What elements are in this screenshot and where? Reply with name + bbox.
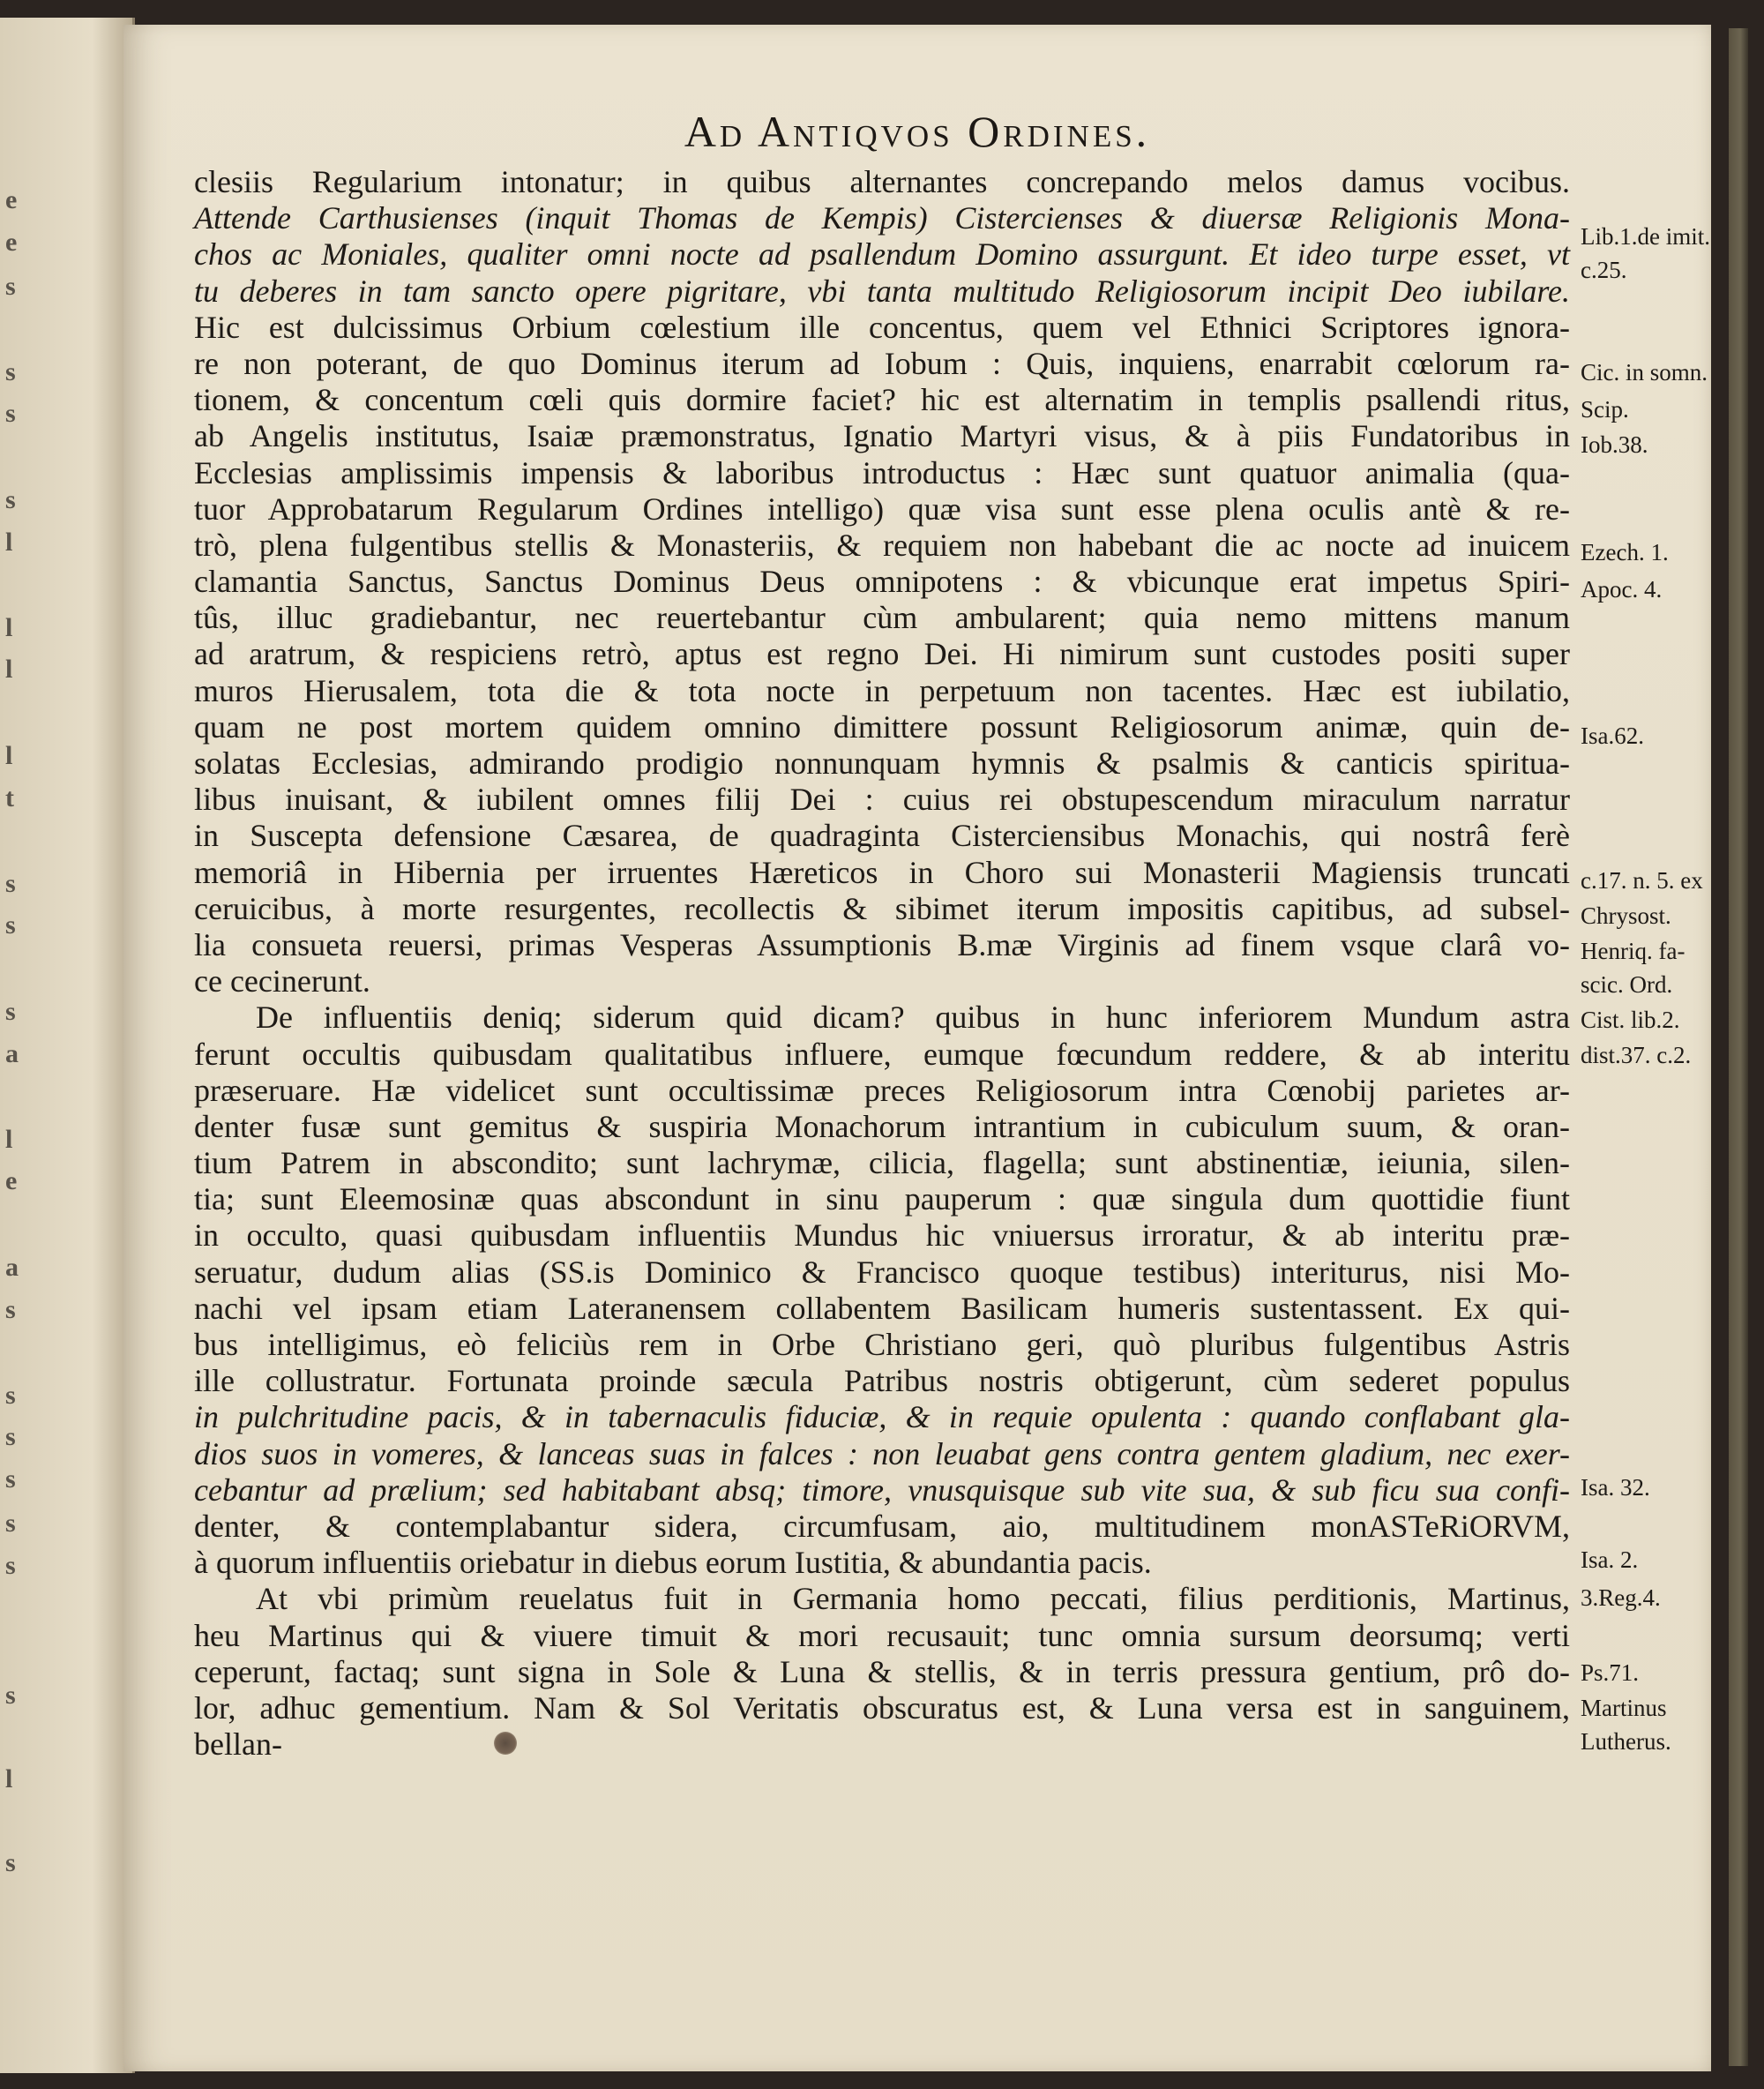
margin-note: Ps.71. xyxy=(1581,1659,1640,1686)
margin-note: Lutherus. xyxy=(1581,1728,1671,1755)
facing-page-letter: s xyxy=(5,910,16,940)
text-line: muros Hierusalem, tota die & tota nocte in perpetuum non tacentes. Hæc est iubilatio, xyxy=(194,672,1570,708)
text-line: bus intelligimus, eò feliciùs rem in Orbe Christiano geri, quò pluribus fulgentibus Astris xyxy=(194,1327,1570,1362)
text-line: ceperunt, factaq; sunt signa in Sole & Luna & stellis, & in terris pressura gentium, prô do- xyxy=(194,1653,1570,1689)
facing-page-letter: s xyxy=(5,1381,16,1410)
text-line: trò, plena fulgentibus stellis & Monasteriis, & requiem non habebant die ac nocte ad inuicem xyxy=(194,527,1570,563)
facing-page-letter: s xyxy=(5,1509,16,1538)
facing-page-letter: s xyxy=(5,997,16,1026)
margin-note: Lib.1.de imit. xyxy=(1581,223,1710,250)
text-line: præseruare. Hæ videlicet sunt occultissimæ preces Religiosorum intra Cœnobij parietes ar- xyxy=(194,1072,1570,1108)
text-line: Ecclesias amplissimis impensis & laboribus introductus : Hæc sunt quatuor animalia (qua- xyxy=(194,454,1570,490)
margin-note: Iob.38. xyxy=(1581,431,1648,458)
text-line: in Suscepta defensione Cæsarea, de quadraginta Cisterciensibus Monachis, qui nostrâ ferè xyxy=(194,818,1570,854)
text-line: Hic est dulcissimus Orbium cœlestium ille concentus, quem vel Ethnici Scriptores ignora- xyxy=(194,309,1570,345)
margin-note: Scip. xyxy=(1581,396,1629,423)
facing-page-letter: s xyxy=(5,399,16,428)
facing-page xyxy=(0,18,135,2073)
text-line: tu deberes in tam sancto opere pigritare, vbi tanta multitudo Religiosorum incipit Deo iubilare. xyxy=(194,273,1570,309)
text-line: tium Patrem in abscondito; sunt lachrymæ, cilicia, flagella; sunt abstinentiæ, ieiunia, silen- xyxy=(194,1145,1570,1181)
facing-page-letter: s xyxy=(5,1422,16,1451)
text-line: re non poterant, de quo Dominus iterum ad Iobum : Quis, inquiens, enarrabit cœlorum ra- xyxy=(194,345,1570,381)
book-page xyxy=(123,25,1711,2071)
text-line: De influentiis deniq; siderum quid dicam? quibus in hunc inferiorem Mundum astra xyxy=(256,1000,1570,1036)
margin-note: c.25. xyxy=(1581,257,1627,283)
facing-page-letter: s xyxy=(5,1551,16,1580)
margin-note: Ezech. 1. xyxy=(1581,539,1669,565)
facing-page-letter: l xyxy=(5,1125,13,1154)
facing-page-letter: s xyxy=(5,1295,16,1324)
text-line: nachi vel ipsam etiam Lateranensem collabentem Basilicam humeris sustentassent. Ex qui- xyxy=(194,1290,1570,1326)
text-line: in pulchritudine pacis, & in tabernaculis fiduciæ, & in requie opulenta : quando conflabant gla- xyxy=(194,1399,1570,1435)
margin-note: Isa. 2. xyxy=(1581,1546,1639,1573)
text-line: heu Martinus qui & viuere timuit & mori recusauit; tunc omnia sursum deorsumq; verti xyxy=(194,1617,1570,1653)
text-line: quam ne post mortem quidem omnino dimittere possunt Religiosorum animæ, quin de- xyxy=(194,708,1570,745)
running-header: Ad Antiqvos Ordines. xyxy=(684,107,1151,156)
facing-page-letter: e xyxy=(5,185,18,214)
facing-page-letter: s xyxy=(5,869,16,898)
margin-note: Apoc. 4. xyxy=(1581,576,1663,603)
margin-note: 3.Reg.4. xyxy=(1581,1584,1661,1611)
ink-smudge xyxy=(494,1732,517,1755)
text-line: lia consueta reuersi, primas Vesperas Assumptionis B.mæ Virginis ad finem vsque clarâ vo- xyxy=(194,926,1570,962)
facing-page-letter: a xyxy=(5,1253,19,1282)
text-line: ab Angelis institutus, Isaiæ præmonstratus, Ignatio Martyri visus, & à piis Fundatoribus in xyxy=(194,418,1570,454)
facing-page-letter: s xyxy=(5,357,16,386)
text-line: ferunt occultis quibusdam qualitatibus influere, eumque fœcundum reddere, & ab interitu xyxy=(194,1036,1570,1072)
margin-note: Isa. 32. xyxy=(1581,1474,1650,1501)
text-line: chos ac Moniales, qualiter omni nocte ad psallendum Domino assurgunt. Et ideo turpe esset, vt xyxy=(194,236,1570,273)
facing-page-letter: a xyxy=(5,1039,19,1068)
text-line: denter fusæ sunt gemitus & suspiria Monachorum intrantium in cubiculum suum, & oran- xyxy=(194,1108,1570,1144)
facing-page-letter: e xyxy=(5,228,18,257)
text-line: tia; sunt Eleemosinæ quas abscondunt in sinu pauperum : quæ singula dum quottidie fiunt xyxy=(194,1181,1570,1217)
facing-page-letter: l xyxy=(5,613,13,642)
text-line: denter, & contemplabantur sidera, circumfusam, aio, multitudinem monASTeRiORVM, xyxy=(194,1508,1570,1544)
facing-page-letter: s xyxy=(5,272,16,301)
facing-page-letter: t xyxy=(5,783,14,812)
text-line: Attende Carthusienses (inquit Thomas de Kempis) Cistercienses & diuersæ Religionis Mona- xyxy=(194,200,1570,236)
margin-note: c.17. n. 5. ex xyxy=(1581,867,1703,894)
facing-page-letter: e xyxy=(5,1166,18,1195)
margin-note: dist.37. c.2. xyxy=(1581,1042,1692,1068)
facing-page-letter: l xyxy=(5,655,13,684)
facing-page-letter: l xyxy=(5,741,13,770)
facing-page-letter: l xyxy=(5,1764,13,1793)
text-line: à quorum influentiis oriebatur in diebus eorum Iustitia, & abundantia pacis. xyxy=(194,1545,1152,1581)
margin-note: scic. Ord. xyxy=(1581,971,1673,998)
facing-page-letter: s xyxy=(5,1464,16,1494)
page-edge xyxy=(1729,28,1748,2066)
text-line: tuor Approbatarum Regularum Ordines intelligo) quæ visa sunt esse plena oculis antè & re- xyxy=(194,490,1570,527)
margin-note: Henriq. fa- xyxy=(1581,938,1686,964)
facing-page-letter: s xyxy=(5,1848,16,1877)
text-line: ceruicibus, à morte resurgentes, recollectis & sibimet iterum impositis capitibus, ad subsel- xyxy=(194,890,1570,926)
facing-page-letter: s xyxy=(5,1681,16,1710)
catchword: bellan- xyxy=(194,1726,282,1763)
text-line: At vbi primùm reuelatus fuit in Germania homo peccati, filius perditionis, Martinus, xyxy=(256,1581,1570,1617)
text-line: ille collustratur. Fortunata proinde sæcula Patribus nostris obtigerunt, cùm sederet populus xyxy=(194,1363,1570,1399)
text-line: tûs, illuc gradiebantur, nec reuertebantur cùm ambularent; quia nemo mittens manum xyxy=(194,600,1570,636)
text-line: seruatur, dudum alias (SS.is Dominico & Francisco quoque testibus) interiturus, nisi Mo- xyxy=(194,1254,1570,1290)
text-line: clesiis Regularium intonatur; in quibus alternantes concrepando melos damus vocibus. xyxy=(194,164,1570,199)
text-line: memoriâ in Hibernia per irruentes Hæreticos in Choro sui Monasterii Magiensis truncati xyxy=(194,854,1570,890)
margin-note: Cist. lib.2. xyxy=(1581,1007,1680,1033)
text-line: ce cecinerunt. xyxy=(194,963,370,1000)
body-text xyxy=(194,164,1570,1763)
text-line: ad aratrum, & respiciens retrò, aptus est regno Dei. Hi nimirum sunt custodes positi super xyxy=(194,636,1570,672)
text-line: lor, adhuc gementium. Nam & Sol Veritatis obscuratus est, & Luna versa est in sanguinem, xyxy=(194,1689,1570,1726)
facing-page-letter: s xyxy=(5,485,16,514)
margin-note: Martinus xyxy=(1581,1695,1667,1721)
margin-note: Chrysost. xyxy=(1581,902,1671,929)
text-line: in occulto, quasi quibusdam influentiis Mundus hic vniuersus irroratur, & ab interitu præ- xyxy=(194,1217,1570,1254)
facing-page-letter: l xyxy=(5,528,13,557)
text-line: clamantia Sanctus, Sanctus Dominus Deus omnipotens : & vbicunque erat impetus Spiri- xyxy=(194,564,1570,600)
text-line: dios suos in vomeres, & lanceas suas in falces : non leuabat gens contra gentem gladium, nec exer- xyxy=(194,1435,1570,1471)
text-line: solatas Ecclesias, admirando prodigio nonnunquam hymnis & psalmis & canticis spiritua- xyxy=(194,745,1570,781)
margin-note: Isa.62. xyxy=(1581,723,1644,749)
text-line: tionem, & concentum cœli quis dormire faciet? hic est alternatim in templis psallendi ritus, xyxy=(194,382,1570,418)
text-line: libus inuisant, & iubilent omnes filij Dei : cuius rei obstupescendum miraculum narratur xyxy=(194,782,1570,818)
margin-note: Cic. in somn. xyxy=(1581,359,1708,386)
text-line: cebantur ad prælium; sed habitabant absq; timore, vnusquisque sub vite sua, & sub ficu sua confi- xyxy=(194,1471,1570,1508)
